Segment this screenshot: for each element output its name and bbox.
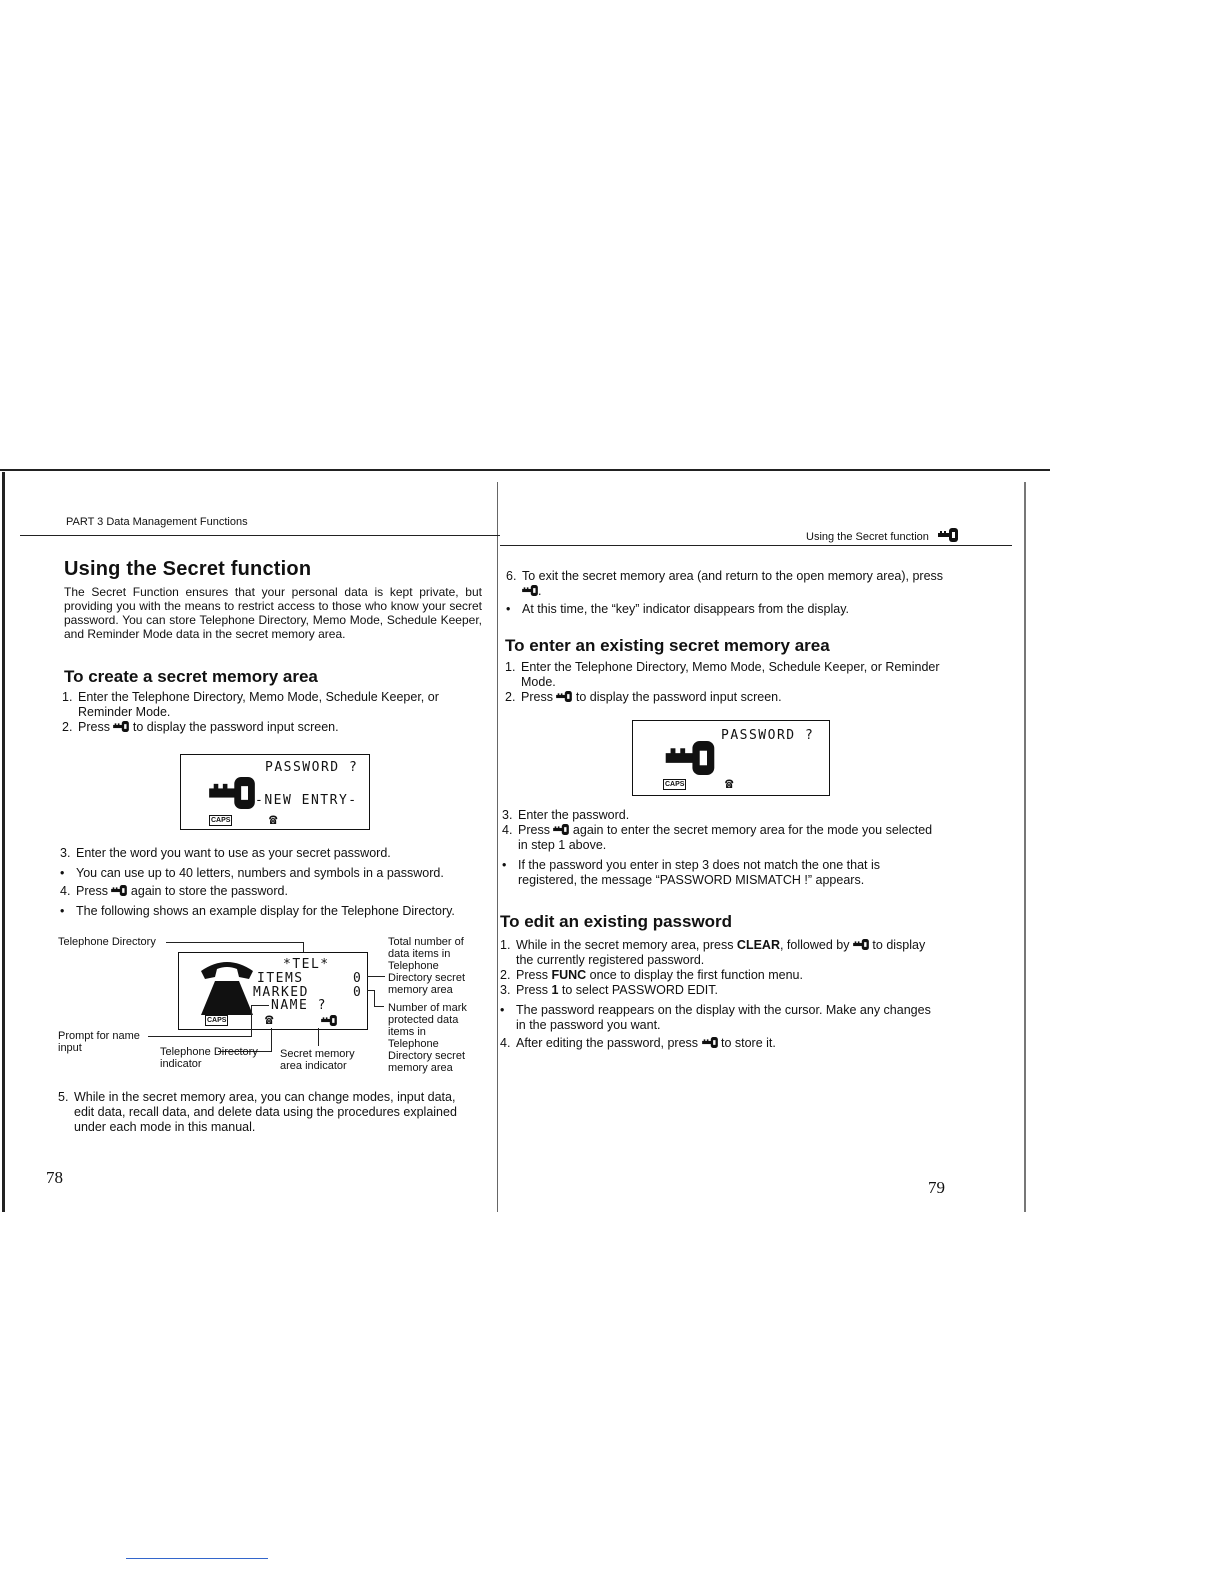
clear-key-label: CLEAR bbox=[736, 938, 780, 952]
func-key-label: FUNC bbox=[551, 968, 587, 982]
key-icon bbox=[556, 691, 572, 702]
leader-prompt-up bbox=[251, 1010, 252, 1036]
step-number: 3. bbox=[500, 983, 511, 997]
step-text-b: to display the password input screen. bbox=[572, 690, 782, 704]
step-text: You can use up to 40 letters, numbers and symbols in a password. bbox=[76, 866, 444, 880]
create-heading: To create a secret memory area bbox=[64, 667, 318, 686]
step-text-a: Press bbox=[521, 690, 557, 704]
leader-total bbox=[367, 976, 385, 977]
bottom-link-underline bbox=[126, 1558, 268, 1559]
one-key-label: 1 bbox=[551, 983, 559, 997]
telephone-directory-indicator: ☎ bbox=[265, 1012, 274, 1028]
right-page-number: 79 bbox=[928, 1178, 945, 1197]
leader-tel-ind-v bbox=[271, 1028, 272, 1052]
right-header-rule bbox=[500, 545, 1012, 546]
create-step-5 bbox=[58, 1090, 478, 1136]
step-number: 3. bbox=[502, 808, 513, 822]
key-icon bbox=[665, 741, 715, 775]
lcd-marked-label: MARKED bbox=[253, 985, 309, 1000]
key-icon bbox=[553, 824, 569, 835]
step-text: To exit the secret memory area (and return to the open memory area), press . bbox=[522, 569, 944, 598]
step-text-a: Press bbox=[516, 983, 552, 997]
left-header-rule bbox=[20, 535, 500, 536]
create-step-3 bbox=[60, 846, 480, 862]
key-icon bbox=[702, 1037, 718, 1048]
step-text: Enter the password. bbox=[518, 808, 630, 822]
edit-bullet bbox=[500, 1003, 940, 1033]
step-text bbox=[516, 1036, 776, 1051]
bullet: • bbox=[60, 904, 65, 918]
label-marked-items: Number of mark protected data items in Telephone Directory secret memory area bbox=[388, 1002, 467, 1074]
enter-heading: To enter an existing secret memory area bbox=[505, 636, 830, 655]
step-text-a: Press bbox=[518, 823, 554, 837]
lcd-tel-title: *TEL* bbox=[283, 957, 330, 972]
lcd-name-prompt: NAME ? bbox=[271, 998, 327, 1013]
password-lcd-new-entry bbox=[180, 754, 370, 830]
right-header-text: Using the Secret function bbox=[806, 531, 929, 543]
step-text: The password reappears on the display with the cursor. Make any changes in the password you want. bbox=[516, 1003, 931, 1032]
step-text: While in the secret memory area, you can change modes, input data, edit data, recall data, and delete data using the procedures explained under each mode in this manual. bbox=[74, 1090, 457, 1134]
key-icon bbox=[113, 721, 129, 732]
create-step-1 bbox=[62, 690, 482, 720]
bullet: • bbox=[506, 602, 511, 616]
lcd-password-prompt: PASSWORD ? bbox=[721, 728, 815, 743]
step-text bbox=[516, 938, 940, 968]
telephone-icon bbox=[199, 957, 255, 1015]
step-text-a: Press bbox=[78, 720, 114, 734]
step-text-b: to store it. bbox=[717, 1036, 776, 1050]
right-edge bbox=[1024, 482, 1026, 1212]
step-text-b: again to enter the secret memory area for the mode you selected in step 1 above. bbox=[518, 823, 933, 852]
step-text: Enter the Telephone Directory, Memo Mode, Schedule Keeper, or Reminder Mode. bbox=[521, 660, 940, 689]
key-icon bbox=[321, 1015, 337, 1026]
caps-indicator: CAPS bbox=[665, 781, 685, 788]
step-number: 4. bbox=[500, 1036, 511, 1050]
exit-bullet bbox=[506, 602, 946, 618]
exit-step-6 bbox=[506, 569, 946, 603]
key-icon bbox=[111, 885, 127, 896]
name-cursor-bracket-h bbox=[251, 1005, 269, 1006]
step-text bbox=[78, 720, 339, 735]
step-number: 4. bbox=[60, 884, 71, 898]
lcd-items-count: 0 bbox=[353, 971, 363, 986]
bullet: • bbox=[60, 866, 65, 880]
enter-step-1 bbox=[505, 660, 945, 690]
step-text-b: to display the password input screen. bbox=[129, 720, 339, 734]
bullet: • bbox=[502, 858, 507, 872]
label-secret-indicator: Secret memory area indicator bbox=[280, 1048, 355, 1072]
step-text bbox=[516, 983, 718, 998]
telephone-icon: ☎ bbox=[725, 776, 734, 792]
leader-secret-ind bbox=[318, 1028, 319, 1046]
page-title: Using the Secret function bbox=[64, 558, 312, 580]
password-lcd-existing bbox=[632, 720, 830, 796]
lcd-password-prompt: PASSWORD ? bbox=[265, 760, 359, 775]
step-number: 3. bbox=[60, 846, 71, 860]
step-text: The following shows an example display for the Telephone Directory. bbox=[76, 904, 455, 918]
step-number: 2. bbox=[505, 690, 516, 704]
key-icon bbox=[938, 528, 958, 542]
key-icon bbox=[853, 939, 869, 950]
right-running-header bbox=[806, 528, 958, 543]
label-total-items: Total number of data items in Telephone Directory secret memory area bbox=[388, 936, 466, 996]
lcd-marked-count: 0 bbox=[353, 985, 363, 1000]
caps-indicator: CAPS bbox=[207, 1017, 227, 1024]
caps-indicator: CAPS bbox=[211, 817, 231, 824]
edit-step-3 bbox=[500, 983, 940, 999]
step-text bbox=[76, 884, 288, 899]
step-text-a: To exit the secret memory area (and return to the open memory area), press bbox=[522, 569, 944, 583]
lcd-new-entry: -NEW ENTRY- bbox=[255, 793, 358, 808]
step-number: 2. bbox=[62, 720, 73, 734]
left-running-header: PART 3 Data Management Functions bbox=[66, 516, 248, 528]
step-number: 4. bbox=[502, 823, 513, 837]
edit-step-1 bbox=[500, 938, 940, 968]
step-text: If the password you enter in step 3 does not match the one that is registered, the message “PASSWORD MISMATCH !” appears. bbox=[518, 858, 881, 887]
edit-heading: To edit an existing password bbox=[500, 912, 733, 931]
create-bullet-2 bbox=[60, 904, 480, 920]
enter-step-2 bbox=[505, 690, 945, 706]
step-number: 2. bbox=[500, 968, 511, 982]
step-text-c: to display the currently registered password. bbox=[516, 938, 926, 967]
label-prompt-name: Prompt for name input bbox=[58, 1030, 140, 1054]
left-page-number: 78 bbox=[46, 1168, 63, 1187]
enter-step-4 bbox=[502, 823, 942, 855]
step-text-a: After editing the password, press bbox=[516, 1036, 702, 1050]
step-text: Enter the word you want to use as your secret password. bbox=[76, 846, 391, 860]
step-number: 1. bbox=[505, 660, 516, 674]
enter-step-3 bbox=[502, 808, 942, 824]
label-telephone-indicator: Telephone Directory indicator bbox=[160, 1046, 258, 1070]
leader-prompt bbox=[148, 1036, 252, 1037]
telephone-icon: ☎ bbox=[269, 812, 278, 828]
step-text-a: Press bbox=[76, 884, 112, 898]
label-telephone-directory: Telephone Directory bbox=[58, 936, 156, 948]
intro-paragraph: The Secret Function ensures that your personal data is kept private, but providing you with the means to restrict access to those who know your secret password. You can store Telephone Directory, Memo Mode, Schedule Keeper, and Reminder Mode data in the secret memory area. bbox=[64, 585, 482, 641]
leader-tel-dir bbox=[166, 942, 304, 943]
edit-step-2 bbox=[500, 968, 940, 984]
step-text-a: While in the secret memory area, press bbox=[516, 938, 737, 952]
key-icon bbox=[209, 777, 255, 809]
step-number: 1. bbox=[500, 938, 511, 952]
leader-marked-v bbox=[374, 990, 375, 1006]
step-text bbox=[518, 823, 942, 853]
gutter-line bbox=[497, 482, 498, 1212]
step-text-b: , followed by bbox=[779, 938, 853, 952]
step-text: At this time, the “key” indicator disappears from the display. bbox=[522, 602, 849, 616]
key-icon bbox=[522, 585, 538, 596]
step-number: 1. bbox=[62, 690, 73, 704]
bullet: • bbox=[500, 1003, 505, 1017]
leader-marked-h2 bbox=[374, 1006, 384, 1007]
step-text-b: to select PASSWORD EDIT. bbox=[558, 983, 718, 997]
enter-bullet bbox=[502, 858, 942, 890]
create-bullet-1 bbox=[60, 866, 480, 882]
step-text bbox=[516, 968, 803, 983]
telephone-directory-lcd bbox=[178, 952, 368, 1030]
step-text-b: again to store the password. bbox=[127, 884, 288, 898]
create-step-2 bbox=[62, 720, 482, 736]
step-number: 5. bbox=[58, 1090, 69, 1104]
lcd-items-label: ITEMS bbox=[257, 971, 304, 986]
step-text-a: Press bbox=[516, 968, 552, 982]
edit-step-4 bbox=[500, 1036, 940, 1052]
create-step-4 bbox=[60, 884, 480, 900]
step-text: Enter the Telephone Directory, Memo Mode, Schedule Keeper, or Reminder Mode. bbox=[78, 690, 439, 719]
left-edge bbox=[2, 472, 5, 1212]
step-text bbox=[521, 690, 782, 705]
step-text-b: once to display the first function menu. bbox=[586, 968, 803, 982]
step-number: 6. bbox=[506, 569, 517, 583]
top-border bbox=[0, 469, 1050, 471]
